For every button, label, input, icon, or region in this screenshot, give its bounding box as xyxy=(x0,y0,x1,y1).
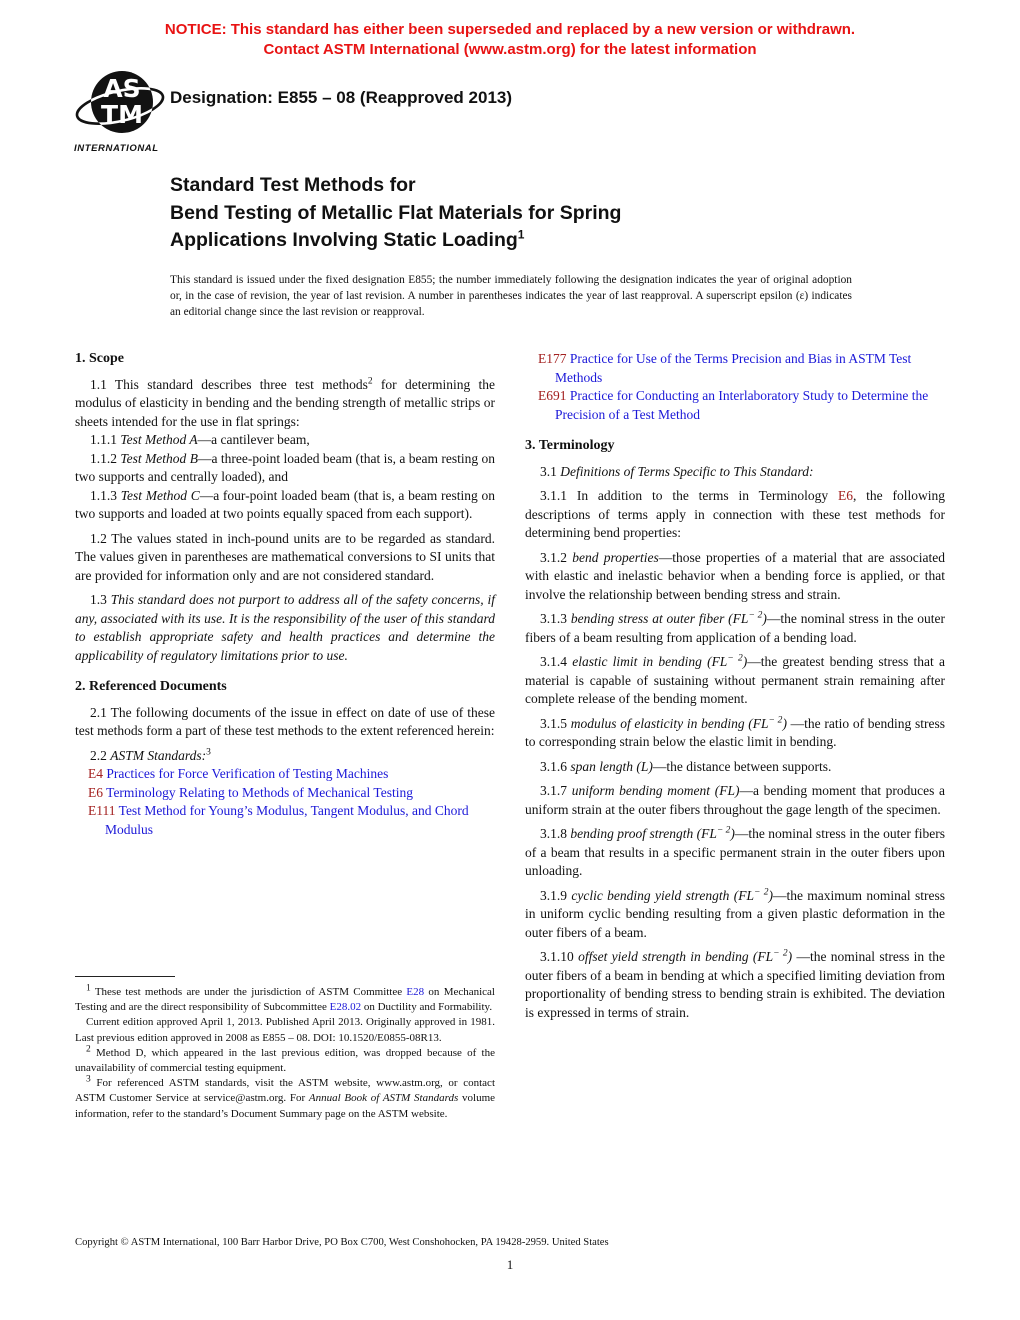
paragraph: 3.1.8 bending proof strength $(FL^{- 2})—the$ nominal stress in the outer fibers of a beam that results in a specific permanent strain in the outer fibers upon unloading. xyxy=(525,825,945,878)
reference-link[interactable]: Practice for Conducting an Interlaboratory Study to Determine the Precision of a Test Method xyxy=(555,388,929,422)
paragraph: 3.1.1 In addition to the terms in Terminology E6, the following descriptions of terms apply in connection with these test methods for determining bend properties: xyxy=(525,488,945,540)
issuance-note: This standard is issued under the fixed designation E855; the number immediately following the designation indicates the year of original adoption or, in the case of revision, the year of last revision. A number in parentheses indicates the year of last reapproval. A superscript epsilon (ε) indicates an editorial change since the last revision or reapproval. xyxy=(170,274,852,319)
logo-letters-top: AS xyxy=(103,74,141,103)
paragraph: 1.2 The values stated in inch-pound units are to be regarded as standard. The values given in parentheses are mathematical conversions to SI units that are provided for information only and are not considered standard. xyxy=(75,530,495,583)
paragraph: 1.1 This standard describes three test methods$^2$ for determining the modulus of elasticity in bending and the bending strength of metallic strips or sheets intended for the use in flat springs: xyxy=(75,376,495,429)
reference-entry xyxy=(75,784,495,803)
page-title xyxy=(170,172,790,255)
paragraph: 3.1.4 elastic limit in bending $(FL^{- 2})—the$ greatest bending stress that a material is capable of sustaining without permanent strain remaining after complete release of the bending moment. xyxy=(525,653,945,706)
paragraph: 3.1.2 bend properties—those properties of a material that are associated with elastic and inelastic behavior when a bending force is applied, or that involve the relationship between bending stress and strain. xyxy=(525,549,945,602)
title-line-2: Bend Testing of Metallic Flat Materials for Spring xyxy=(170,201,622,224)
paragraph: 3.1.10 offset yield strength in bending $(FL^{- 2})$ —the nominal stress in the outer fibers of a beam in bending at which a specified limiting deviation from proportionality of bending stress to bending strain is exhibited. The deviation is expressed in terms of strain. xyxy=(525,948,946,1020)
standard-code-link[interactable]: E111 xyxy=(88,803,116,818)
designation-text: Designation: E855 – 08 (Reapproved 2013) xyxy=(170,88,513,107)
footnotes xyxy=(75,976,495,1122)
paragraph: 3.1 Definitions of Terms Specific to This Standard: xyxy=(540,463,814,479)
standard-code-link[interactable]: E6 xyxy=(88,784,103,800)
section-heading: 1. Scope xyxy=(75,351,124,366)
title-footnote-marker: 1 xyxy=(517,227,525,242)
right-column xyxy=(525,350,945,1022)
astm-logo xyxy=(72,66,168,154)
paragraph: 1.1.3 Test Method C—a four-point loaded beam (that is, a beam resting on two supports and loaded at two points equally spaced from each support). xyxy=(75,487,495,521)
standard-code-link[interactable]: E691 xyxy=(538,388,567,403)
reference-entry xyxy=(525,350,945,387)
reference-link[interactable]: E28 xyxy=(406,986,425,998)
section-heading: 3. Terminology xyxy=(525,438,615,453)
paragraph: 1.1.1 Test Method A—a cantilever beam, xyxy=(90,432,310,447)
paragraph: 3.1.6 span length (L)—the distance between supports. xyxy=(540,758,832,774)
paragraph: 2.1 The following documents of the issue in effect on date of use of these test methods form a part of these test methods to the extent referenced herein: xyxy=(75,704,495,738)
reference-entry xyxy=(525,387,945,424)
left-column xyxy=(75,350,495,1022)
body-columns xyxy=(75,350,945,1022)
paragraph: 2.2 ASTM Standards:$^3$ xyxy=(90,747,211,763)
paragraph: 3.1.9 cyclic bending yield strength $(FL^{- 2})—the$ maximum nominal stress in uniform cyclic bending resulting from a given plastic deformation in the outer fibers of a beam. xyxy=(525,887,945,940)
reference-link[interactable]: Practice for Use of the Terms Precision and Bias in ASTM Test Methods xyxy=(555,351,912,385)
paragraph: 3.1.7 uniform bending moment (FL)—a bending moment that produces a uniform strain at the outer fibers throughout the gage length of the specimen. xyxy=(525,783,946,817)
reference-entry xyxy=(75,765,495,784)
title-line-3: Applications Involving Static Loading$^1$ xyxy=(170,227,525,251)
footnote-divider xyxy=(75,976,175,977)
notice-line-1: NOTICE: This standard has either been superseded and replaced by a new version or withdrawn. xyxy=(164,21,856,38)
reference-link[interactable]: E28.02 xyxy=(329,1001,362,1014)
copyright-line: Copyright © ASTM International, 100 Barr Harbor Drive, PO Box C700, West Conshohocken, PA 19428-2959. United States xyxy=(75,1237,609,1248)
paragraph: 1.1.2 Test Method B—a three-point loaded beam (that is, a beam resting on two supports and centrally loaded), and xyxy=(75,450,496,484)
section-heading: 2. Referenced Documents xyxy=(75,679,227,694)
reference-entry xyxy=(75,802,495,839)
reference-link[interactable]: Test Method for Young’s Modulus, Tangent Modulus, and Chord Modulus xyxy=(105,803,469,837)
footnote-list xyxy=(75,985,495,1122)
notice-line-2: Contact ASTM International (www.astm.org) for the latest information xyxy=(263,40,757,58)
page-number: 1 xyxy=(506,1257,514,1272)
paragraph: Current edition approved April 1, 2013. Published April 2013. Originally approved in 1981. Last previous edition approved in 2008 as E855 – 08. DOI: 10.1520/E0855-08R13. xyxy=(75,1016,495,1044)
logo-subtitle: INTERNATIONAL xyxy=(74,143,159,154)
paragraph: $^1$ These test methods are under the jurisdiction of ASTM Committee E28 on Mechanical Testing and are the direct responsibility of Subcommittee E28.02 on Ductility and Formability. xyxy=(75,983,495,1014)
standard-code-link[interactable]: E4 xyxy=(88,766,103,781)
supersession-notice xyxy=(0,20,1020,59)
astm-globe-icon xyxy=(74,66,166,140)
paragraph: 3.1.5 modulus of elasticity in bending $(FL^{- 2})$ —the ratio of bending stress to corresponding strain below the elastic limit in bending. xyxy=(525,715,945,749)
standard-code-link[interactable]: E6 xyxy=(837,488,853,503)
logo-letters-bottom: TM xyxy=(101,100,143,129)
paragraph: 3.1.3 bending stress at outer fiber $(FL^{- 2})—the$ nominal stress in the outer fibers of a beam resulting from application of a bending load. xyxy=(525,610,945,645)
paragraph: $^3$ For referenced ASTM standards, visit the ASTM website, www.astm.org, or contact ASTM Customer Service at service@astm.org. For Annual Book of ASTM Standards volume information, refer to the standard’s Document Summary page on the ASTM website. xyxy=(75,1074,496,1120)
standard-code-link[interactable]: E177 xyxy=(538,351,567,366)
reference-link[interactable]: Terminology Relating to Methods of Mechanical Testing xyxy=(106,784,413,800)
reference-link[interactable]: Practices for Force Verification of Testing Machines xyxy=(106,766,389,781)
paragraph: 1.3 This standard does not purport to address all of the safety concerns, if any, associated with its use. It is the responsibility of the user of this standard to establish appropriate safety and health practices and determine the applicability of regulatory limitations prior to use. xyxy=(75,592,495,663)
title-line-1: Standard Test Methods for xyxy=(170,174,416,196)
paragraph: $^2$ Method D, which appeared in the last previous edition, was dropped because of the unavailability of commercial testing equipment. xyxy=(75,1044,495,1075)
